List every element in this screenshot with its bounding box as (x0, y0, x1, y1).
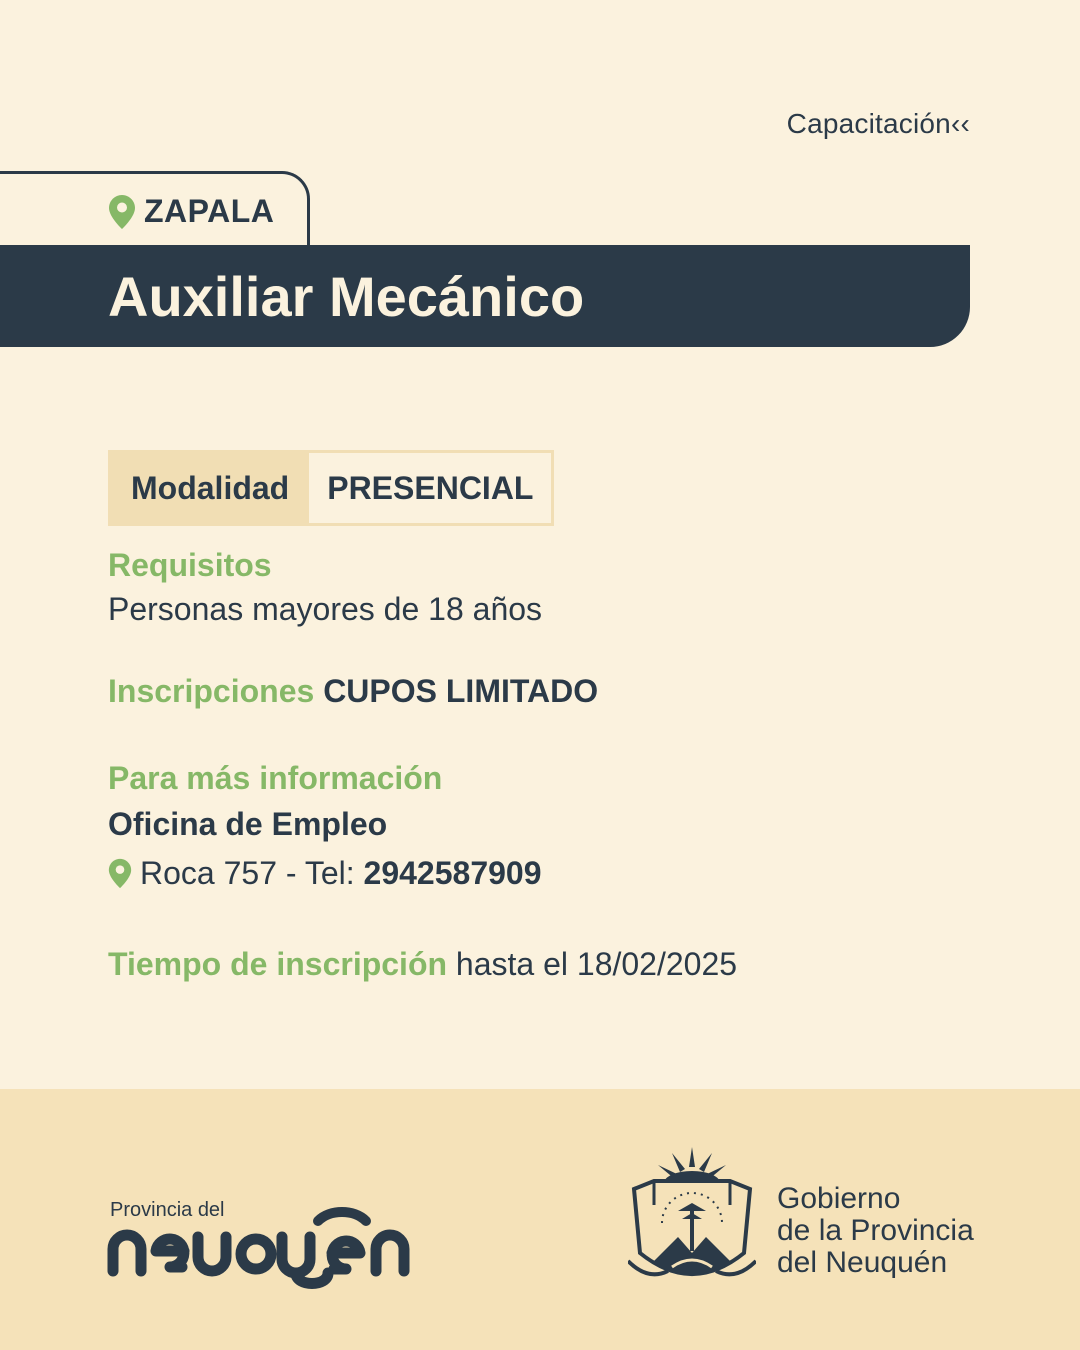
location-row (108, 193, 274, 230)
info-address-row (108, 855, 542, 892)
gov-line-1: Gobierno (777, 1182, 901, 1215)
chevron-left-double-icon: ‹‹ (950, 108, 970, 139)
requisitos-value: Personas mayores de 18 años (108, 591, 543, 627)
category-tag (787, 108, 970, 140)
brand-small-text: Provincia del (110, 1199, 225, 1221)
gov-line-3: del Neuquén (777, 1246, 948, 1279)
requisitos-label: Requisitos (108, 547, 272, 583)
gov-line-2: de la Provincia (777, 1214, 974, 1247)
info-label: Para más información (108, 760, 443, 796)
location-pin-icon (108, 194, 136, 230)
info-office: Oficina de Empleo (108, 806, 388, 842)
government-name (777, 1183, 974, 1279)
inscripciones-value: CUPOS LIMITADO (323, 673, 599, 709)
inscripciones-row (108, 673, 598, 710)
neuquen-logo (106, 1205, 416, 1295)
location-pin-icon (108, 858, 132, 889)
category-label: Capacitación (786, 108, 951, 139)
province-coat-of-arms-icon (628, 1145, 756, 1295)
tiempo-row (108, 946, 737, 983)
inscripciones-label: Inscripciones (108, 673, 315, 709)
info-phone: 2942587909 (363, 855, 542, 891)
course-title: Auxiliar Mecánico (108, 265, 585, 328)
info-address: Roca 757 - Tel: (140, 855, 364, 891)
tiempo-value: hasta el 18/02/2025 (455, 946, 738, 982)
modalidad-label: Modalidad (111, 453, 309, 523)
modalidad-value: PRESENCIAL (309, 453, 551, 523)
tiempo-label: Tiempo de inscripción (108, 946, 448, 982)
modalidad-box (108, 450, 554, 526)
location-city: ZAPALA (144, 193, 275, 229)
